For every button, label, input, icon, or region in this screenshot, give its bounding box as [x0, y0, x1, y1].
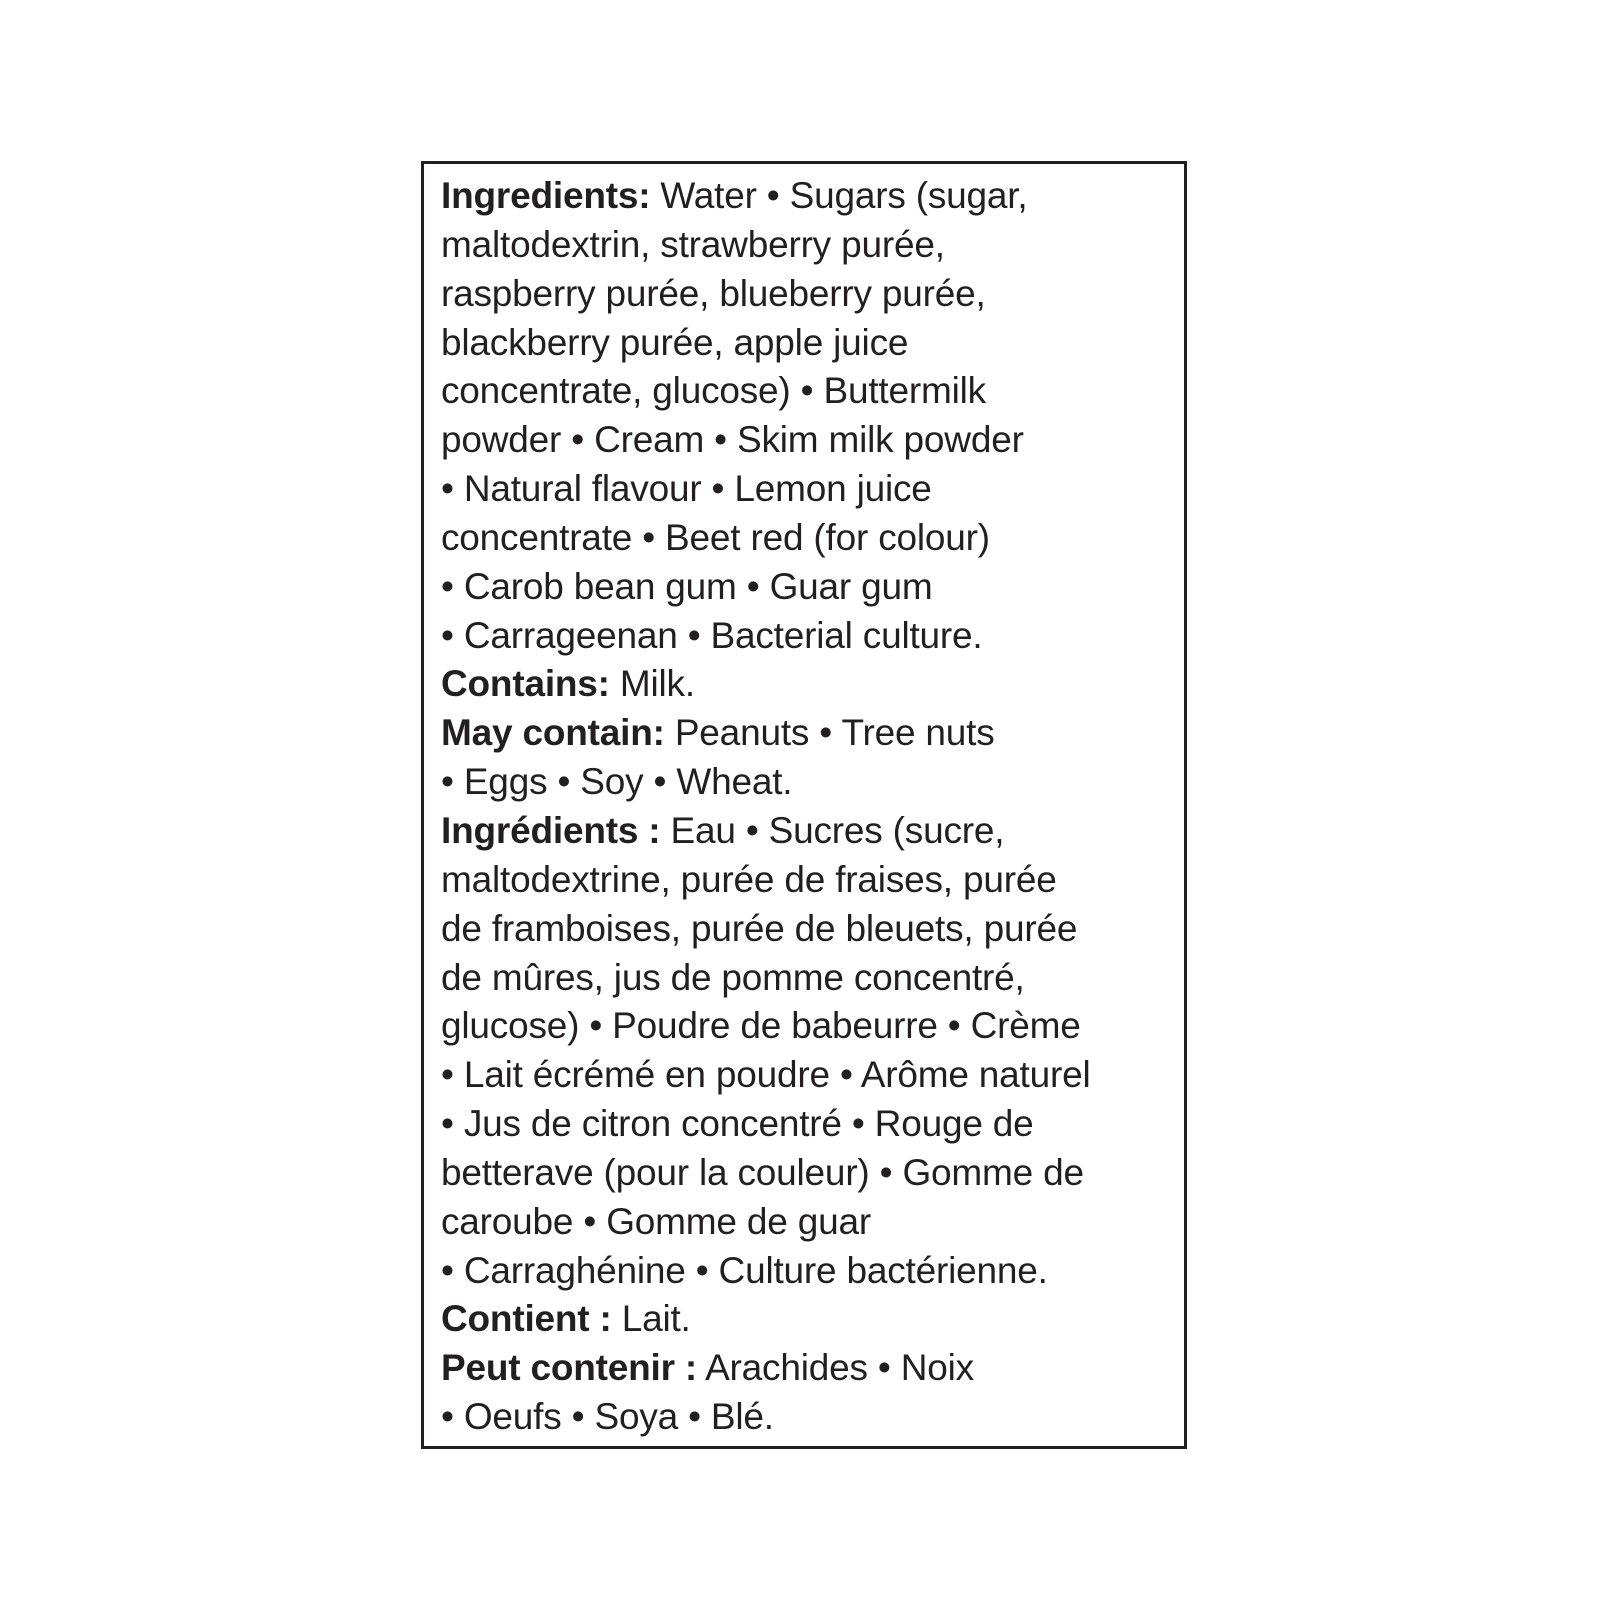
- may-contain-en-text: Peanuts • Tree nuts: [664, 712, 995, 754]
- ingredients-fr-heading: Ingrédients :: [441, 809, 661, 851]
- ingredients-fr-line-8: betterave (pour la couleur) • Gomme de: [441, 1151, 1084, 1193]
- ingredients-fr-text: Eau • Sucres (sucre,: [660, 809, 1005, 851]
- ingredients-en-line-2: maltodextrin, strawberry purée,: [441, 223, 945, 265]
- ingredients-label-box: [421, 161, 1187, 1449]
- may-contain-en-heading: May contain:: [441, 712, 665, 754]
- ingredients-fr-line-3: de framboises, purée de bleuets, purée: [441, 907, 1078, 949]
- may-contain-fr-text: Arachides • Noix: [697, 1347, 974, 1389]
- may-contain-fr-heading: Peut contenir :: [441, 1347, 698, 1389]
- may-contain-en-line-2: • Eggs • Soy • Wheat.: [441, 761, 793, 803]
- contains-fr-line: [441, 1295, 1091, 1344]
- ingredients-en-line-9: • Carob bean gum • Guar gum: [441, 565, 933, 607]
- may-contain-en-line-1: [441, 709, 1091, 758]
- ingredients-fr-line-7: • Jus de citron concentré • Rouge de: [441, 1103, 1034, 1145]
- ingredients-fr-line-9: caroube • Gomme de guar: [441, 1200, 871, 1242]
- ingredients-en-line-7: • Natural flavour • Lemon juice: [441, 468, 932, 510]
- ingredients-label-text: [441, 172, 1091, 1442]
- contains-en-line: [441, 660, 1091, 709]
- ingredients-en-text: Water • Sugars (sugar,: [650, 175, 1028, 216]
- ingredients-fr-line-5: glucose) • Poudre de babeurre • Crème: [441, 1005, 1081, 1047]
- ingredients-en-line-1: [441, 172, 1091, 221]
- contains-fr-heading: Contient :: [441, 1298, 612, 1340]
- ingredients-en-line-3: raspberry purée, blueberry purée,: [441, 272, 986, 314]
- ingredients-en-line-5: concentrate, glucose) • Buttermilk: [441, 370, 986, 412]
- ingredients-en-line-10: • Carrageenan • Bacterial culture.: [441, 614, 983, 656]
- ingredients-fr-line-4: de mûres, jus de pomme concentré,: [441, 956, 1025, 998]
- contains-en-heading: Contains:: [441, 663, 610, 705]
- contains-fr-text: Lait.: [611, 1298, 691, 1340]
- may-contain-fr-line-2: • Oeufs • Soya • Blé.: [441, 1396, 774, 1438]
- ingredients-en-line-4: blackberry purée, apple juice: [441, 321, 909, 363]
- ingredients-fr-line-10: • Carraghénine • Culture bactérienne.: [441, 1249, 1048, 1291]
- ingredients-fr-line-1: [441, 807, 1091, 856]
- may-contain-fr-line-1: [441, 1344, 1091, 1393]
- ingredients-en-line-8: concentrate • Beet red (for colour): [441, 516, 990, 558]
- ingredients-en-line-6: powder • Cream • Skim milk powder: [441, 419, 1024, 461]
- ingredients-fr-line-2: maltodextrine, purée de fraises, purée: [441, 858, 1057, 900]
- ingredients-fr-line-6: • Lait écrémé en poudre • Arôme naturel: [441, 1054, 1091, 1096]
- ingredients-en-heading: Ingredients:: [441, 175, 651, 216]
- contains-en-text: Milk.: [609, 663, 695, 705]
